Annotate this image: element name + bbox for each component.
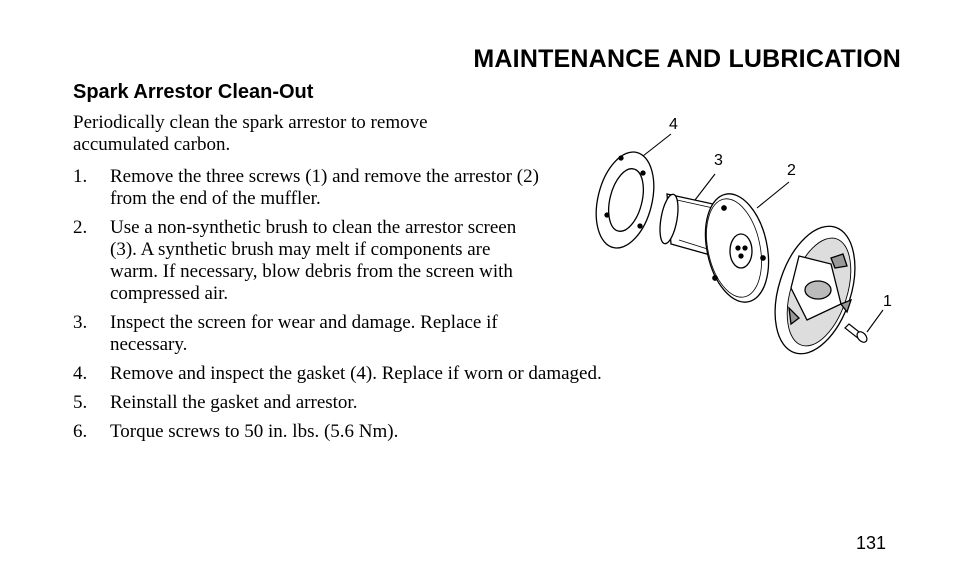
step-number: 6. [73, 421, 88, 442]
page-header-title: MAINTENANCE AND LUBRICATION [473, 45, 901, 73]
step-number: 3. [73, 312, 88, 333]
callout-1: 1 [883, 293, 892, 310]
screw-part [845, 324, 869, 344]
step-item [73, 421, 753, 443]
step-item [73, 363, 753, 385]
callout-4: 4 [669, 116, 678, 133]
step-text: Reinstall the gasket and arrestor. [110, 392, 358, 413]
step-text: Remove the three screws (1) and remove the arrestor (2) from the end of the muffler. [110, 166, 539, 209]
step-item [73, 312, 530, 356]
gasket-part [587, 146, 663, 254]
step-number: 2. [73, 217, 88, 238]
page-number: 131 [855, 533, 886, 553]
spark-arrestor-diagram [585, 108, 905, 358]
step-item [73, 392, 753, 414]
step-number: 4. [73, 363, 88, 384]
intro-paragraph: Periodically clean the spark arrestor to remove accumulated carbon. [73, 112, 428, 155]
callout-2: 2 [787, 162, 796, 179]
step-number: 5. [73, 392, 88, 413]
step-text: Inspect the screen for wear and damage. Replace if necessary. [110, 312, 498, 355]
step-item [73, 166, 570, 210]
muffler-end-part [760, 216, 869, 358]
section-title: Spark Arrestor Clean-Out [73, 81, 314, 103]
callout-3: 3 [714, 152, 723, 169]
step-item [73, 217, 530, 305]
step-text: Torque screws to 50 in. lbs. (5.6 Nm). [110, 421, 399, 442]
step-text: Use a non-synthetic brush to clean the arrestor screen (3). A synthetic brush may melt if components are warm. If necessary, blow debris from the screen with compressed air. [110, 217, 517, 304]
step-text: Remove and inspect the gasket (4). Replace if worn or damaged. [110, 363, 602, 384]
step-number: 1. [73, 166, 88, 187]
